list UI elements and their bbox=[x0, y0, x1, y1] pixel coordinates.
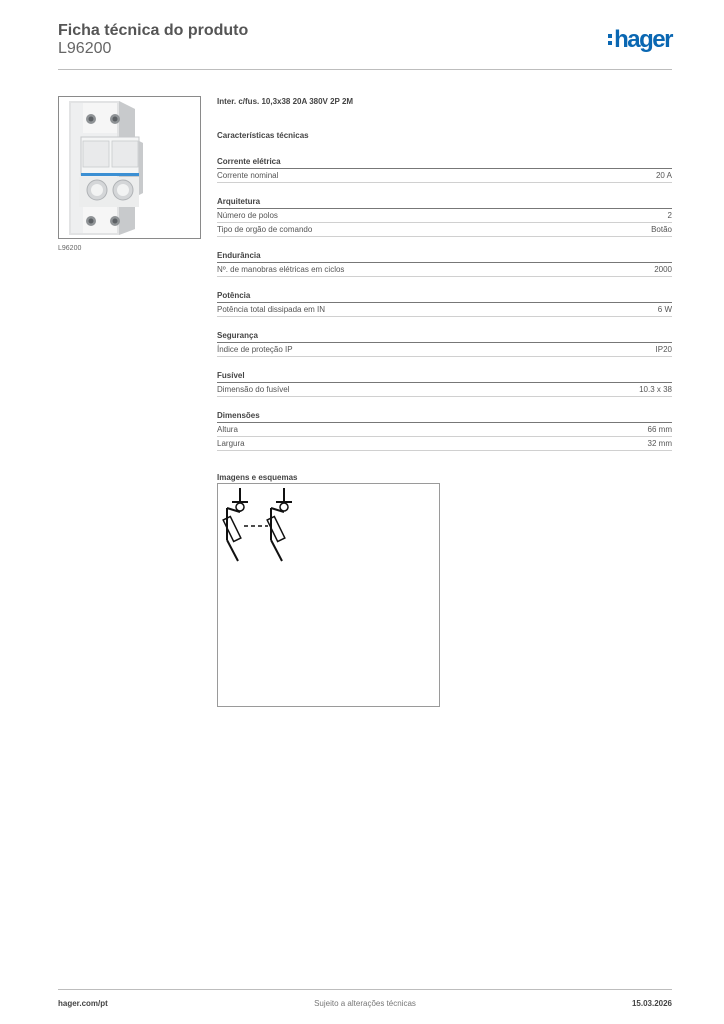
wiring-schematic bbox=[217, 483, 440, 707]
spec-row bbox=[217, 383, 672, 397]
logo-dots-icon bbox=[608, 34, 612, 45]
disclaimer-text: Sujeito a alterações técnicas bbox=[314, 999, 416, 1008]
group-title: Fusível bbox=[217, 357, 672, 383]
product-description: Inter. c/fus. 10,3x38 20A 380V 2P 2M bbox=[217, 97, 354, 106]
spec-row bbox=[217, 437, 672, 451]
spec-label: Número de polos bbox=[217, 211, 278, 220]
spec-value: 2 bbox=[667, 211, 672, 220]
spec-label: Dimensão do fusível bbox=[217, 385, 290, 394]
spec-label: Largura bbox=[217, 439, 245, 448]
spec-group-electric-current bbox=[217, 141, 672, 183]
page-header bbox=[58, 22, 672, 70]
spec-value: Botão bbox=[651, 225, 672, 234]
spec-value: 6 W bbox=[657, 305, 672, 314]
spec-group-power bbox=[217, 277, 672, 317]
spec-value: 66 mm bbox=[647, 425, 672, 434]
spec-row bbox=[217, 303, 672, 317]
spec-value: 10.3 x 38 bbox=[639, 385, 672, 394]
spec-group-endurance bbox=[217, 237, 672, 277]
spec-group-dimensions bbox=[217, 397, 672, 451]
fuse-switch-symbol-icon bbox=[218, 484, 439, 706]
section-title: Características técnicas bbox=[217, 131, 309, 140]
images-section-title: Imagens e esquemas bbox=[217, 473, 298, 482]
spec-label: Índice de proteção IP bbox=[217, 345, 293, 354]
technical-specs bbox=[217, 96, 672, 483]
spec-value: 2000 bbox=[654, 265, 672, 274]
group-title: Segurança bbox=[217, 317, 672, 343]
website-link[interactable]: hager.com/pt bbox=[58, 999, 108, 1008]
spec-row bbox=[217, 223, 672, 237]
spec-group-safety bbox=[217, 317, 672, 357]
spec-row bbox=[217, 209, 672, 223]
group-title: Corrente elétrica bbox=[217, 141, 672, 169]
spec-row bbox=[217, 423, 672, 437]
spec-group-fuse bbox=[217, 357, 672, 397]
spec-label: Nº. de manobras elétricas em ciclos bbox=[217, 265, 345, 274]
document-title: Ficha técnica do produto bbox=[58, 22, 249, 39]
spec-value: 20 A bbox=[655, 171, 672, 180]
hager-logo[interactable] bbox=[608, 28, 672, 52]
group-title: Arquitetura bbox=[217, 183, 672, 209]
spec-group-architecture bbox=[217, 183, 672, 237]
product-photo-caption: L96200 bbox=[58, 245, 82, 252]
group-title: Endurância bbox=[217, 237, 672, 263]
logo-text: hager bbox=[614, 26, 672, 53]
spec-label: Tipo de orgão de comando bbox=[217, 225, 313, 234]
spec-row bbox=[217, 263, 672, 277]
spec-row bbox=[217, 343, 672, 357]
fuse-switch-illustration bbox=[59, 97, 200, 238]
page-footer bbox=[58, 989, 672, 1019]
spec-label: Altura bbox=[217, 425, 238, 434]
spec-row bbox=[217, 169, 672, 183]
group-title: Dimensões bbox=[217, 397, 672, 423]
group-title: Potência bbox=[217, 277, 672, 303]
spec-label: Potência total dissipada em IN bbox=[217, 305, 326, 314]
spec-label: Corrente nominal bbox=[217, 171, 279, 180]
spec-value: IP20 bbox=[655, 345, 672, 354]
product-photo bbox=[58, 96, 201, 239]
spec-value: 32 mm bbox=[647, 439, 672, 448]
product-code: L96200 bbox=[58, 40, 112, 57]
document-date: 15.03.2026 bbox=[631, 999, 672, 1008]
